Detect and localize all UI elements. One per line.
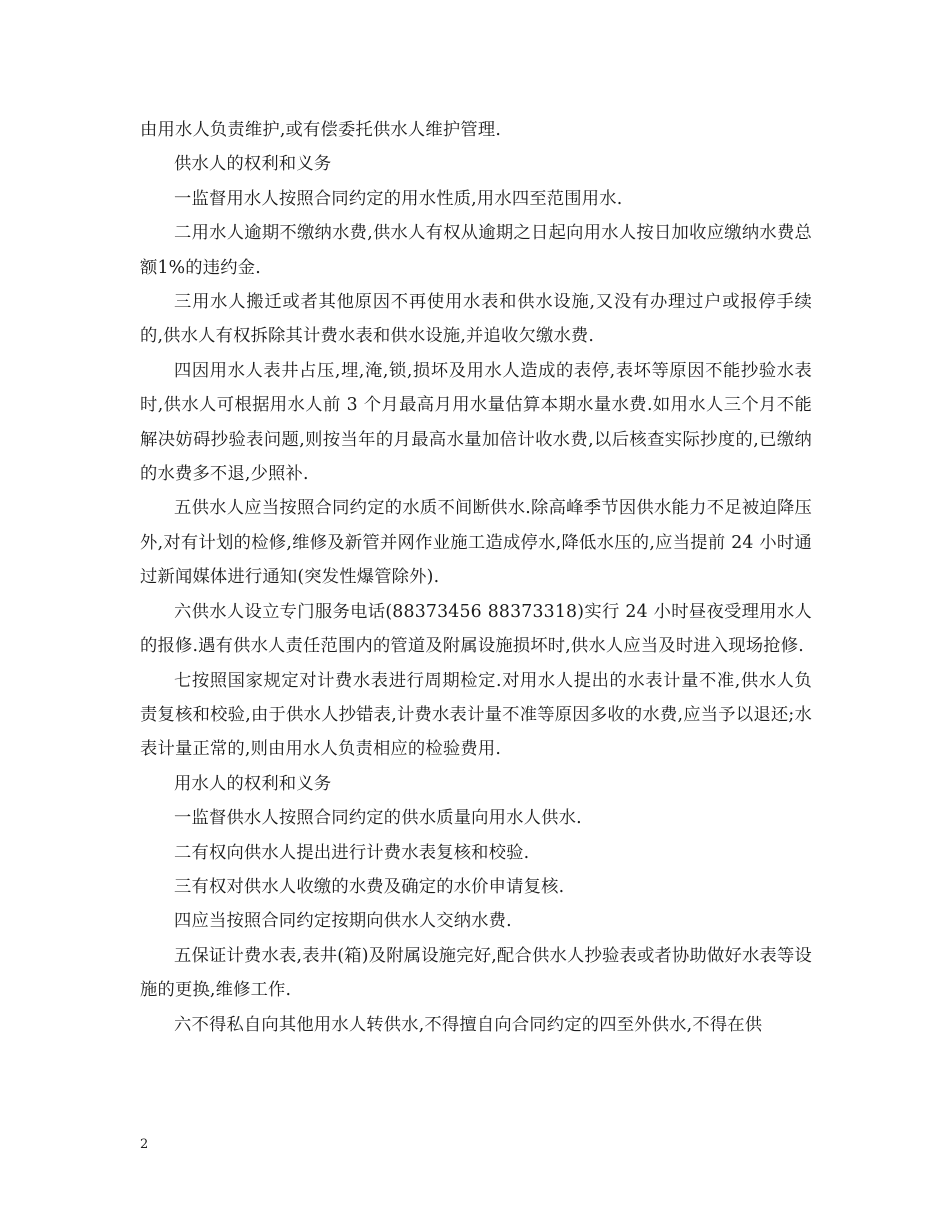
paragraph: 四因用水人表井占压,埋,淹,锁,损坏及用水人造成的表停,表坏等原因不能抄验水表时,供水人可根据用水人前 3 个月最高月用水量估算本期水量水费.如用水人三个月不能解决妨碍抄验表问题,则按当年的月最高水量加倍计收水费,以后核查实际抄度的,已缴纳的水费多不退,少照补.: [140, 360, 812, 485]
section-heading-user-rights: 用水人的权利和义务: [174, 773, 332, 794]
paragraph: 三用水人搬迁或者其他原因不再使用水表和供水设施,又没有办理过户或报停手续的,供水人有权拆除其计费水表和供水设施,并追收欠缴水费.: [140, 292, 812, 347]
paragraph: 六不得私自向其他用水人转供水,不得擅自向合同约定的四至外供水,不得在供: [174, 1014, 763, 1035]
paragraph: 三有权对供水人收缴的水费及确定的水价申请复核.: [174, 876, 565, 897]
paragraph: 七按照国家规定对计费水表进行周期检定.对用水人提出的水表计量不准,供水人负责复核和校验,由于供水人抄错表,计费水表计量不准等原因多收的水费,应当予以退还;水表计量正常的,则由用水人负责相应的检验费用.: [140, 670, 812, 760]
paragraph: 五保证计费水表,表井(箱)及附属设施完好,配合供水人抄验表或者协助做好水表等设施的更换,维修工作.: [140, 945, 812, 1001]
paragraph: 五供水人应当按照合同约定的水质不间断供水.除高峰季节因供水能力不足被迫降压外,对有计划的检修,维修及新管并网作业施工造成停水,降低水压的,应当提前 24 小时通过新闻媒体进行通知(突发性爆管除外).: [140, 498, 812, 588]
paragraph: 六供水人设立专门服务电话(88373456 88373318)实行 24 小时昼夜受理用水人的报修.遇有供水人责任范围内的管道及附属设施损坏时,供水人应当及时进入现场抢修.: [140, 601, 812, 657]
document-body: [140, 113, 812, 1042]
paragraph: 二有权向供水人提出进行计费水表复核和校验.: [174, 842, 530, 863]
paragraph: 一监督供水人按照合同约定的供水质量向用水人供水.: [174, 808, 582, 829]
paragraph: 四应当按照合同约定按期向供水人交纳水费.: [174, 911, 512, 932]
page-number: 2: [140, 1137, 149, 1152]
paragraph: 一监督用水人按照合同约定的用水性质,用水四至范围用水.: [174, 188, 623, 209]
section-heading-supplier-rights: 供水人的权利和义务: [174, 154, 332, 175]
paragraph: 二用水人逾期不缴纳水费,供水人有权从逾期之日起向用水人按日加收应缴纳水费总额1%的违约金.: [140, 223, 812, 278]
paragraph-continuation: 由用水人负责维护,或有偿委托供水人维护管理.: [140, 120, 502, 140]
